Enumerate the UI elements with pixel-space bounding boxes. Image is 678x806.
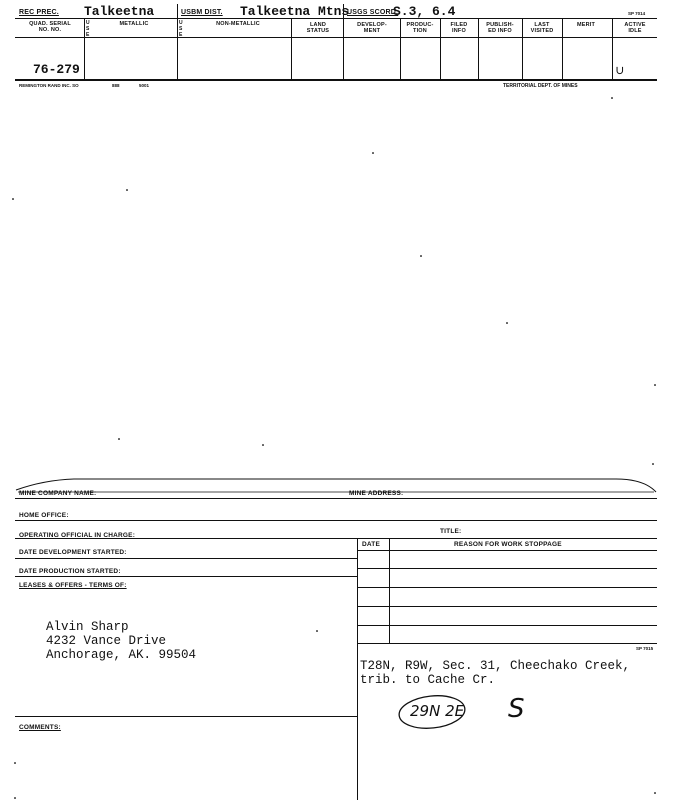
scan-speck bbox=[316, 630, 318, 632]
col-quad-serial: QUAD. SERIAL NO. NO. bbox=[29, 21, 71, 33]
col-use-metallic: U S E bbox=[86, 20, 90, 38]
divider bbox=[343, 4, 344, 18]
rule bbox=[15, 37, 657, 38]
divider bbox=[177, 4, 178, 18]
col-production: PRODUC- TION bbox=[406, 22, 434, 34]
title-label: TITLE: bbox=[440, 528, 462, 535]
col-use-nonmetallic: U S E bbox=[179, 20, 183, 38]
home-office-label: HOME OFFICE: bbox=[19, 512, 69, 519]
location-line-2: trib. to Cache Cr. bbox=[360, 673, 496, 687]
rule bbox=[15, 498, 657, 499]
divider bbox=[84, 19, 85, 37]
divider bbox=[357, 538, 358, 800]
comments-label: COMMENTS: bbox=[19, 724, 61, 731]
printer-code-2: 5001 bbox=[139, 83, 150, 88]
scan-speck bbox=[126, 189, 128, 191]
rule bbox=[15, 79, 657, 81]
department-imprint: TERRITORIAL DEPT. OF MINES bbox=[503, 83, 578, 89]
col-filed-info: FILED INFO bbox=[450, 22, 468, 34]
rule bbox=[15, 538, 657, 539]
printer-code-1: 888 bbox=[112, 83, 120, 88]
mine-address-label: MINE ADDRESS: bbox=[349, 490, 404, 497]
handwritten-s: S bbox=[508, 694, 525, 724]
divider bbox=[522, 19, 523, 79]
usbm-dist-value: Talkeetna Mtns bbox=[240, 4, 350, 19]
divider bbox=[177, 19, 178, 79]
divider bbox=[440, 19, 441, 79]
rule bbox=[15, 520, 657, 521]
form-code-small: SP 7015 bbox=[636, 646, 654, 651]
mine-company-name-label: MINE COMPANY NAME: bbox=[19, 490, 97, 497]
rule bbox=[357, 643, 657, 644]
scan-speck bbox=[611, 97, 613, 99]
active-idle-mark: ⊃ bbox=[610, 66, 627, 75]
lessee-city: Anchorage, AK. 99504 bbox=[46, 648, 197, 662]
divider bbox=[478, 19, 479, 79]
scan-speck bbox=[14, 762, 16, 764]
leases-label: LEASES & OFFERS - TERMS OF: bbox=[19, 582, 127, 589]
rule bbox=[15, 558, 357, 559]
usbm-dist-label: USBM DIST. bbox=[181, 9, 223, 16]
date-production-label: DATE PRODUCTION STARTED: bbox=[19, 568, 121, 575]
usgs-scord-value: S.3, 6.4 bbox=[393, 4, 456, 19]
rule bbox=[357, 568, 657, 569]
col-published-info: PUBLISH- ED INFO bbox=[486, 22, 514, 34]
reason-col-label: REASON FOR WORK STOPPAGE bbox=[454, 541, 562, 548]
rule bbox=[15, 18, 657, 19]
divider bbox=[84, 37, 85, 79]
lessee-name: Alvin Sharp bbox=[46, 620, 129, 634]
divider bbox=[562, 19, 563, 79]
rule bbox=[357, 606, 657, 607]
col-last-visited: LAST VISITED bbox=[530, 22, 554, 34]
rec-prec-value: Talkeetna bbox=[84, 4, 155, 19]
col-metallic: METALLIC bbox=[119, 21, 149, 27]
col-nonmetallic: NON-METALLIC bbox=[216, 21, 260, 27]
top-rule-curve bbox=[14, 474, 659, 496]
rule bbox=[357, 625, 657, 626]
col-active-idle: ACTIVE IDLE bbox=[624, 22, 646, 34]
date-col-label: DATE bbox=[362, 541, 381, 548]
scan-speck bbox=[654, 792, 656, 794]
usgs-scord-label: USGS SCORD. bbox=[347, 9, 399, 16]
record-quad-serial: 76-279 bbox=[33, 62, 80, 77]
col-development: DEVELOP- MENT bbox=[357, 22, 387, 34]
handwritten-code: 29N 2E bbox=[410, 702, 465, 720]
col-land-status: LAND STATUS bbox=[306, 22, 330, 34]
form-code: SP 7014 bbox=[628, 11, 646, 16]
location-line-1: T28N, R9W, Sec. 31, Cheechako Creek, bbox=[360, 659, 631, 673]
divider bbox=[389, 538, 390, 644]
rule bbox=[15, 716, 357, 717]
divider bbox=[291, 19, 292, 79]
rule bbox=[357, 587, 657, 588]
scan-speck bbox=[12, 198, 14, 200]
col-merit: MERIT bbox=[576, 22, 596, 28]
scan-speck bbox=[506, 322, 508, 324]
scan-speck bbox=[652, 463, 654, 465]
scan-speck bbox=[118, 438, 120, 440]
rec-prec-label: REC PREC. bbox=[19, 9, 59, 16]
rule bbox=[15, 576, 357, 577]
scan-speck bbox=[14, 797, 16, 799]
scan-speck bbox=[654, 384, 656, 386]
printer-imprint: REMINGTON RAND INC. SO bbox=[19, 83, 79, 88]
divider bbox=[400, 19, 401, 79]
scan-speck bbox=[372, 152, 374, 154]
operating-official-label: OPERATING OFFICIAL IN CHARGE: bbox=[19, 532, 136, 539]
date-development-label: DATE DEVELOPMENT STARTED: bbox=[19, 549, 127, 556]
rule bbox=[357, 550, 657, 551]
lessee-street: 4232 Vance Drive bbox=[46, 634, 167, 648]
scan-speck bbox=[262, 444, 264, 446]
scan-speck bbox=[420, 255, 422, 257]
divider bbox=[343, 19, 344, 79]
